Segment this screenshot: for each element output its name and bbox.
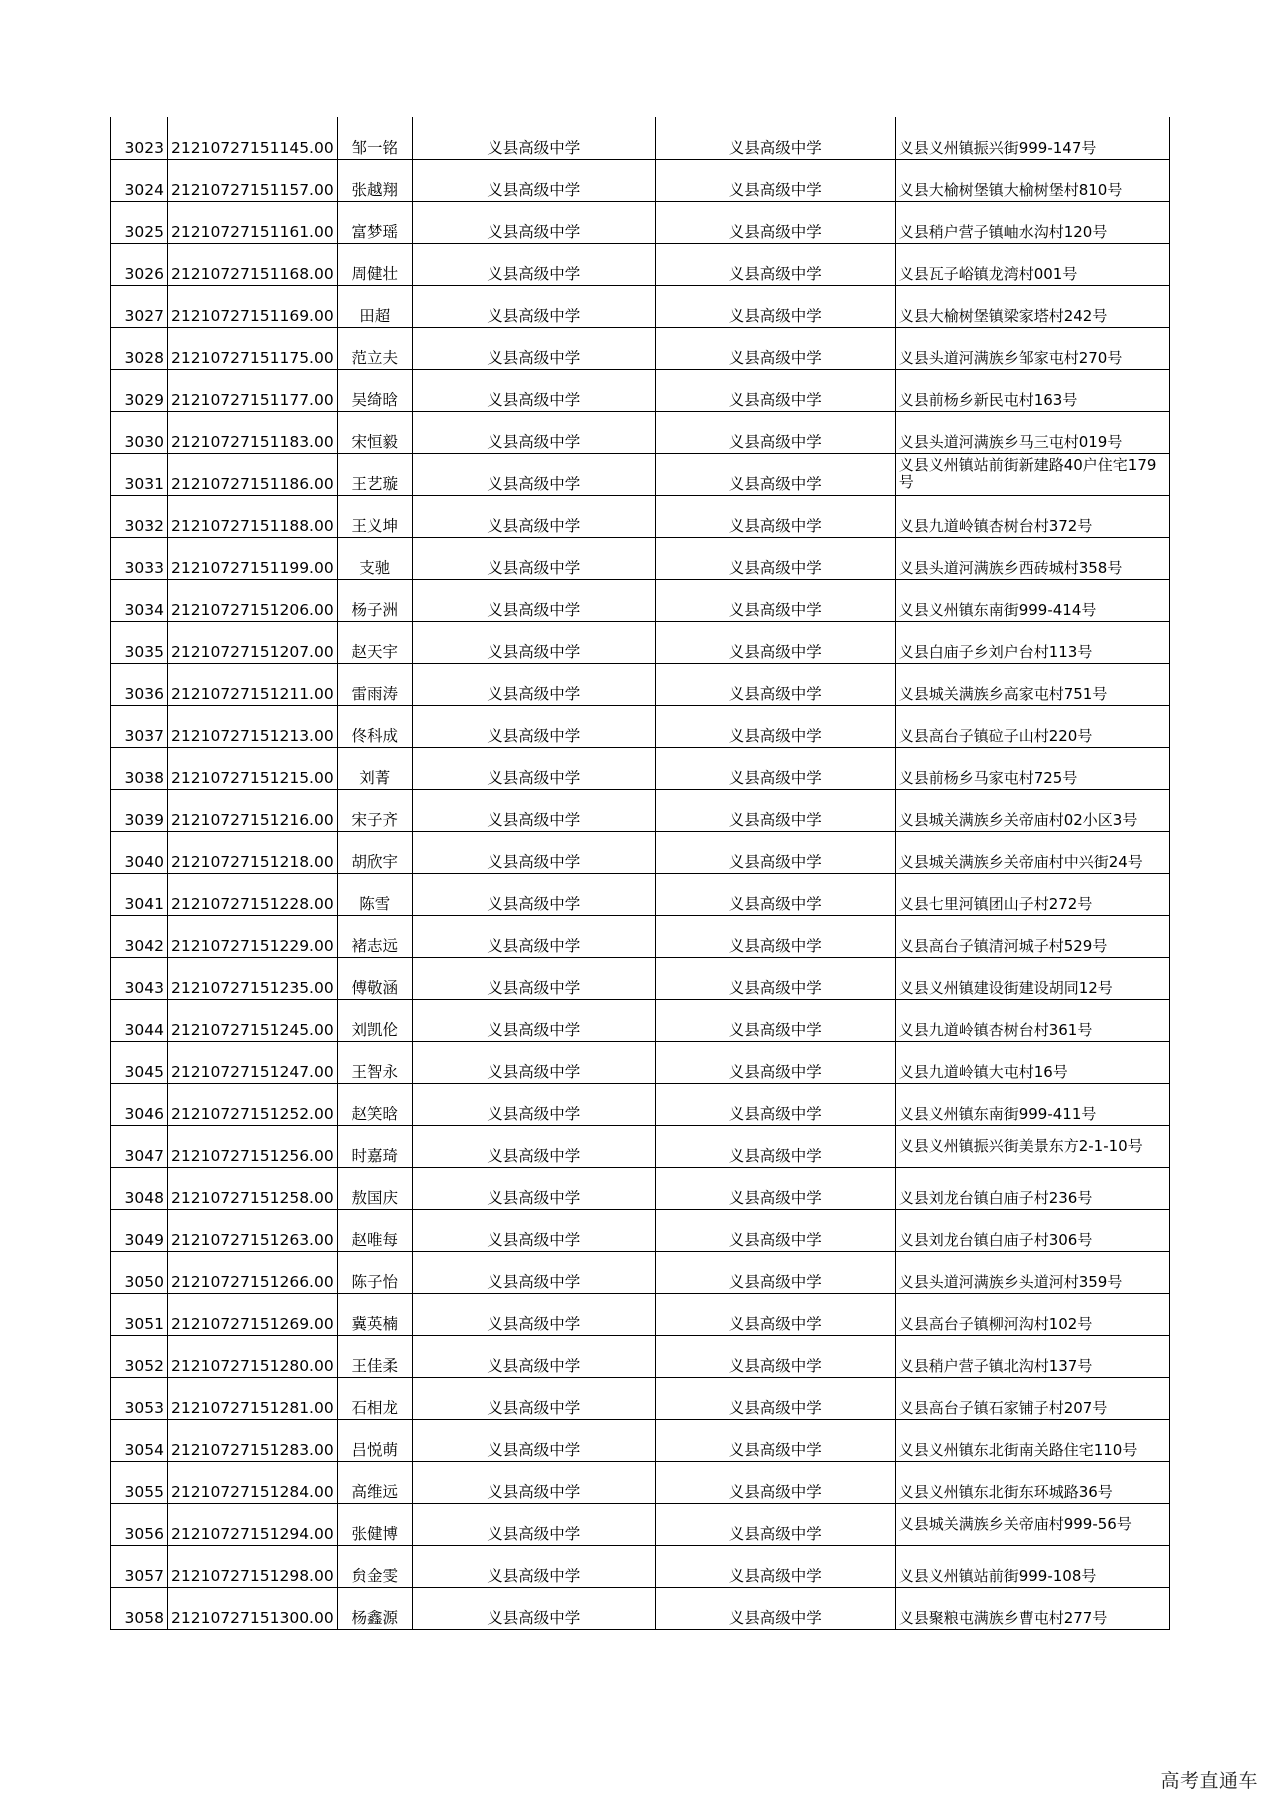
- admitted-school-cell: 义县高级中学: [655, 1125, 895, 1167]
- home-address-cell: 义县义州镇东北街东环城路36号: [895, 1461, 1169, 1503]
- exam-id-cell: 21210727151300.00: [168, 1587, 338, 1629]
- graduating-school-cell: 义县高级中学: [412, 873, 655, 915]
- admitted-school-cell: 义县高级中学: [655, 201, 895, 243]
- table-row: [111, 1419, 1170, 1461]
- exam-id-cell: 21210727151283.00: [168, 1419, 338, 1461]
- admitted-school-cell: 义县高级中学: [655, 1167, 895, 1209]
- row-number-cell: 3042: [111, 915, 168, 957]
- table-row: [111, 915, 1170, 957]
- home-address-cell: 义县城关满族乡关帝庙村999-56号: [895, 1503, 1169, 1545]
- row-number-cell: 3024: [111, 159, 168, 201]
- graduating-school-cell: 义县高级中学: [412, 1209, 655, 1251]
- row-number-cell: 3050: [111, 1251, 168, 1293]
- graduating-school-cell: 义县高级中学: [412, 1503, 655, 1545]
- graduating-school-cell: 义县高级中学: [412, 1293, 655, 1335]
- home-address-cell: 义县聚粮屯满族乡曹屯村277号: [895, 1587, 1169, 1629]
- admitted-school-cell: 义县高级中学: [655, 1293, 895, 1335]
- table-row: [111, 999, 1170, 1041]
- graduating-school-cell: 义县高级中学: [412, 999, 655, 1041]
- student-name-cell: 田超: [337, 285, 412, 327]
- exam-id-cell: 21210727151215.00: [168, 747, 338, 789]
- admitted-school-cell: 义县高级中学: [655, 1419, 895, 1461]
- home-address-cell: 义县九道岭镇杏树台村361号: [895, 999, 1169, 1041]
- admitted-school-cell: 义县高级中学: [655, 621, 895, 663]
- home-address-cell: 义县义州镇振兴街美景东方2-1-10号: [895, 1125, 1169, 1167]
- admitted-school-cell: 义县高级中学: [655, 285, 895, 327]
- row-number-cell: 3046: [111, 1083, 168, 1125]
- exam-id-cell: 21210727151269.00: [168, 1293, 338, 1335]
- home-address-cell: 义县头道河满族乡头道河村359号: [895, 1251, 1169, 1293]
- home-address-cell: 义县义州镇东北街南关路住宅110号: [895, 1419, 1169, 1461]
- student-name-cell: 褚志远: [337, 915, 412, 957]
- graduating-school-cell: 义县高级中学: [412, 1167, 655, 1209]
- exam-id-cell: 21210727151211.00: [168, 663, 338, 705]
- table-row: [111, 1503, 1170, 1545]
- admitted-school-cell: 义县高级中学: [655, 159, 895, 201]
- row-number-cell: 3031: [111, 453, 168, 495]
- admitted-school-cell: 义县高级中学: [655, 579, 895, 621]
- home-address-cell: 义县高台子镇清河城子村529号: [895, 915, 1169, 957]
- table-row: [111, 159, 1170, 201]
- admitted-school-cell: 义县高级中学: [655, 747, 895, 789]
- row-number-cell: 3027: [111, 285, 168, 327]
- home-address-cell: 义县头道河满族乡西砖城村358号: [895, 537, 1169, 579]
- exam-id-cell: 21210727151188.00: [168, 495, 338, 537]
- table-row: [111, 1167, 1170, 1209]
- exam-id-cell: 21210727151294.00: [168, 1503, 338, 1545]
- row-number-cell: 3035: [111, 621, 168, 663]
- student-name-cell: 高维远: [337, 1461, 412, 1503]
- row-number-cell: 3041: [111, 873, 168, 915]
- row-number-cell: 3043: [111, 957, 168, 999]
- exam-id-cell: 21210727151186.00: [168, 453, 338, 495]
- table-body: [111, 117, 1170, 1629]
- graduating-school-cell: 义县高级中学: [412, 453, 655, 495]
- table-row: [111, 1041, 1170, 1083]
- student-name-cell: 王佳柔: [337, 1335, 412, 1377]
- student-name-cell: 王艺璇: [337, 453, 412, 495]
- table-row: [111, 327, 1170, 369]
- student-name-cell: 王智永: [337, 1041, 412, 1083]
- graduating-school-cell: 义县高级中学: [412, 1545, 655, 1587]
- admitted-school-cell: 义县高级中学: [655, 1587, 895, 1629]
- exam-id-cell: 21210727151157.00: [168, 159, 338, 201]
- row-number-cell: 3029: [111, 369, 168, 411]
- graduating-school-cell: 义县高级中学: [412, 579, 655, 621]
- exam-id-cell: 21210727151281.00: [168, 1377, 338, 1419]
- row-number-cell: 3023: [111, 117, 168, 159]
- row-number-cell: 3038: [111, 747, 168, 789]
- exam-id-cell: 21210727151183.00: [168, 411, 338, 453]
- admission-table: [110, 117, 1170, 1630]
- home-address-cell: 义县大榆树堡镇大榆树堡村810号: [895, 159, 1169, 201]
- table-row: [111, 1587, 1170, 1629]
- home-address-cell: 义县稍户营子镇北沟村137号: [895, 1335, 1169, 1377]
- home-address-cell: 义县前杨乡马家屯村725号: [895, 747, 1169, 789]
- exam-id-cell: 21210727151228.00: [168, 873, 338, 915]
- graduating-school-cell: 义县高级中学: [412, 537, 655, 579]
- home-address-cell: 义县稍户营子镇岫水沟村120号: [895, 201, 1169, 243]
- home-address-cell: 义县高台子镇砬子山村220号: [895, 705, 1169, 747]
- row-number-cell: 3025: [111, 201, 168, 243]
- admitted-school-cell: 义县高级中学: [655, 873, 895, 915]
- graduating-school-cell: 义县高级中学: [412, 831, 655, 873]
- row-number-cell: 3057: [111, 1545, 168, 1587]
- exam-id-cell: 21210727151145.00: [168, 117, 338, 159]
- admitted-school-cell: 义县高级中学: [655, 369, 895, 411]
- graduating-school-cell: 义县高级中学: [412, 411, 655, 453]
- graduating-school-cell: 义县高级中学: [412, 1461, 655, 1503]
- exam-id-cell: 21210727151206.00: [168, 579, 338, 621]
- table-row: [111, 873, 1170, 915]
- exam-id-cell: 21210727151161.00: [168, 201, 338, 243]
- student-name-cell: 敖国庆: [337, 1167, 412, 1209]
- exam-id-cell: 21210727151298.00: [168, 1545, 338, 1587]
- table-row: [111, 1293, 1170, 1335]
- home-address-cell: 义县城关满族乡高家屯村751号: [895, 663, 1169, 705]
- admitted-school-cell: 义县高级中学: [655, 453, 895, 495]
- table-row: [111, 369, 1170, 411]
- admitted-school-cell: 义县高级中学: [655, 1083, 895, 1125]
- exam-id-cell: 21210727151218.00: [168, 831, 338, 873]
- admitted-school-cell: 义县高级中学: [655, 1209, 895, 1251]
- graduating-school-cell: 义县高级中学: [412, 1251, 655, 1293]
- exam-id-cell: 21210727151199.00: [168, 537, 338, 579]
- table-row: [111, 705, 1170, 747]
- exam-id-cell: 21210727151284.00: [168, 1461, 338, 1503]
- row-number-cell: 3049: [111, 1209, 168, 1251]
- student-name-cell: 周健壮: [337, 243, 412, 285]
- graduating-school-cell: 义县高级中学: [412, 1419, 655, 1461]
- table-row: [111, 201, 1170, 243]
- admitted-school-cell: 义县高级中学: [655, 1377, 895, 1419]
- graduating-school-cell: 义县高级中学: [412, 159, 655, 201]
- table-row: [111, 789, 1170, 831]
- table-row: [111, 1461, 1170, 1503]
- home-address-cell: 义县头道河满族乡邹家屯村270号: [895, 327, 1169, 369]
- admitted-school-cell: 义县高级中学: [655, 117, 895, 159]
- exam-id-cell: 21210727151252.00: [168, 1083, 338, 1125]
- graduating-school-cell: 义县高级中学: [412, 1125, 655, 1167]
- row-number-cell: 3034: [111, 579, 168, 621]
- home-address-cell: 义县城关满族乡关帝庙村02小区3号: [895, 789, 1169, 831]
- admitted-school-cell: 义县高级中学: [655, 537, 895, 579]
- student-name-cell: 张越翔: [337, 159, 412, 201]
- home-address-cell: 义县义州镇东南街999-414号: [895, 579, 1169, 621]
- home-address-cell: 义县七里河镇团山子村272号: [895, 873, 1169, 915]
- row-number-cell: 3054: [111, 1419, 168, 1461]
- table-row: [111, 453, 1170, 495]
- graduating-school-cell: 义县高级中学: [412, 1041, 655, 1083]
- table-row: [111, 1083, 1170, 1125]
- graduating-school-cell: 义县高级中学: [412, 621, 655, 663]
- graduating-school-cell: 义县高级中学: [412, 915, 655, 957]
- student-name-cell: 宋恒毅: [337, 411, 412, 453]
- admitted-school-cell: 义县高级中学: [655, 663, 895, 705]
- home-address-cell: 义县义州镇站前街999-108号: [895, 1545, 1169, 1587]
- row-number-cell: 3055: [111, 1461, 168, 1503]
- graduating-school-cell: 义县高级中学: [412, 327, 655, 369]
- exam-id-cell: 21210727151177.00: [168, 369, 338, 411]
- row-number-cell: 3030: [111, 411, 168, 453]
- graduating-school-cell: 义县高级中学: [412, 243, 655, 285]
- row-number-cell: 3045: [111, 1041, 168, 1083]
- graduating-school-cell: 义县高级中学: [412, 957, 655, 999]
- exam-id-cell: 21210727151245.00: [168, 999, 338, 1041]
- graduating-school-cell: 义县高级中学: [412, 705, 655, 747]
- table-row: [111, 1377, 1170, 1419]
- row-number-cell: 3028: [111, 327, 168, 369]
- graduating-school-cell: 义县高级中学: [412, 747, 655, 789]
- table-row: [111, 495, 1170, 537]
- student-name-cell: 宋子齐: [337, 789, 412, 831]
- table-row: [111, 579, 1170, 621]
- table-row: [111, 621, 1170, 663]
- student-name-cell: 石相龙: [337, 1377, 412, 1419]
- home-address-cell: 义县前杨乡新民屯村163号: [895, 369, 1169, 411]
- admitted-school-cell: 义县高级中学: [655, 831, 895, 873]
- student-name-cell: 吴绮晗: [337, 369, 412, 411]
- row-number-cell: 3053: [111, 1377, 168, 1419]
- admitted-school-cell: 义县高级中学: [655, 1335, 895, 1377]
- admitted-school-cell: 义县高级中学: [655, 915, 895, 957]
- student-name-cell: 范立夫: [337, 327, 412, 369]
- home-address-cell: 义县高台子镇石家铺子村207号: [895, 1377, 1169, 1419]
- admitted-school-cell: 义县高级中学: [655, 1041, 895, 1083]
- exam-id-cell: 21210727151280.00: [168, 1335, 338, 1377]
- table-row: [111, 285, 1170, 327]
- student-name-cell: 雷雨涛: [337, 663, 412, 705]
- student-name-cell: 邹一铭: [337, 117, 412, 159]
- admitted-school-cell: 义县高级中学: [655, 243, 895, 285]
- admitted-school-cell: 义县高级中学: [655, 1461, 895, 1503]
- admitted-school-cell: 义县高级中学: [655, 1503, 895, 1545]
- exam-id-cell: 21210727151229.00: [168, 915, 338, 957]
- exam-id-cell: 21210727151175.00: [168, 327, 338, 369]
- table-row: [111, 117, 1170, 159]
- row-number-cell: 3058: [111, 1587, 168, 1629]
- student-name-cell: 刘菁: [337, 747, 412, 789]
- student-name-cell: 冀英楠: [337, 1293, 412, 1335]
- exam-id-cell: 21210727151266.00: [168, 1251, 338, 1293]
- home-address-cell: 义县瓦子峪镇龙湾村001号: [895, 243, 1169, 285]
- admitted-school-cell: 义县高级中学: [655, 957, 895, 999]
- graduating-school-cell: 义县高级中学: [412, 495, 655, 537]
- row-number-cell: 3040: [111, 831, 168, 873]
- student-name-cell: 杨子洲: [337, 579, 412, 621]
- student-name-cell: 陈雪: [337, 873, 412, 915]
- student-name-cell: 傅敬涵: [337, 957, 412, 999]
- graduating-school-cell: 义县高级中学: [412, 201, 655, 243]
- admitted-school-cell: 义县高级中学: [655, 1545, 895, 1587]
- home-address-cell: 义县义州镇建设街建设胡同12号: [895, 957, 1169, 999]
- home-address-cell: 义县九道岭镇大屯村16号: [895, 1041, 1169, 1083]
- exam-id-cell: 21210727151256.00: [168, 1125, 338, 1167]
- exam-id-cell: 21210727151263.00: [168, 1209, 338, 1251]
- graduating-school-cell: 义县高级中学: [412, 1377, 655, 1419]
- table-row: [111, 411, 1170, 453]
- home-address-cell: 义县白庙子乡刘户台村113号: [895, 621, 1169, 663]
- row-number-cell: 3037: [111, 705, 168, 747]
- row-number-cell: 3044: [111, 999, 168, 1041]
- home-address-cell: 义县刘龙台镇白庙子村306号: [895, 1209, 1169, 1251]
- student-name-cell: 刘凯伦: [337, 999, 412, 1041]
- home-address-cell: 义县刘龙台镇白庙子村236号: [895, 1167, 1169, 1209]
- home-address-cell: 义县头道河满族乡马三屯村019号: [895, 411, 1169, 453]
- home-address-cell: 义县高台子镇柳河沟村102号: [895, 1293, 1169, 1335]
- home-address-cell: 义县城关满族乡关帝庙村中兴街24号: [895, 831, 1169, 873]
- student-name-cell: 张健博: [337, 1503, 412, 1545]
- row-number-cell: 3051: [111, 1293, 168, 1335]
- row-number-cell: 3032: [111, 495, 168, 537]
- admitted-school-cell: 义县高级中学: [655, 1251, 895, 1293]
- graduating-school-cell: 义县高级中学: [412, 117, 655, 159]
- exam-id-cell: 21210727151213.00: [168, 705, 338, 747]
- student-name-cell: 富梦瑶: [337, 201, 412, 243]
- table-row: [111, 243, 1170, 285]
- table-row: [111, 957, 1170, 999]
- student-name-cell: 支驰: [337, 537, 412, 579]
- student-name-cell: 贠金雯: [337, 1545, 412, 1587]
- table-row: [111, 1335, 1170, 1377]
- table-row: [111, 1125, 1170, 1167]
- table-row: [111, 1545, 1170, 1587]
- table-row: [111, 831, 1170, 873]
- graduating-school-cell: 义县高级中学: [412, 369, 655, 411]
- row-number-cell: 3047: [111, 1125, 168, 1167]
- watermark: 高考直通车: [1160, 1770, 1258, 1792]
- exam-id-cell: 21210727151169.00: [168, 285, 338, 327]
- home-address-cell: 义县大榆树堡镇梁家塔村242号: [895, 285, 1169, 327]
- student-name-cell: 杨鑫源: [337, 1587, 412, 1629]
- student-name-cell: 赵笑晗: [337, 1083, 412, 1125]
- home-address-cell: 义县义州镇振兴街999-147号: [895, 117, 1169, 159]
- row-number-cell: 3026: [111, 243, 168, 285]
- admitted-school-cell: 义县高级中学: [655, 327, 895, 369]
- exam-id-cell: 21210727151168.00: [168, 243, 338, 285]
- row-number-cell: 3048: [111, 1167, 168, 1209]
- row-number-cell: 3039: [111, 789, 168, 831]
- home-address-cell: 义县义州镇站前街新建路40户住宅179号: [895, 453, 1169, 495]
- exam-id-cell: 21210727151258.00: [168, 1167, 338, 1209]
- admitted-school-cell: 义县高级中学: [655, 999, 895, 1041]
- exam-id-cell: 21210727151216.00: [168, 789, 338, 831]
- graduating-school-cell: 义县高级中学: [412, 285, 655, 327]
- graduating-school-cell: 义县高级中学: [412, 789, 655, 831]
- graduating-school-cell: 义县高级中学: [412, 1083, 655, 1125]
- table-row: [111, 1209, 1170, 1251]
- student-name-cell: 赵天宇: [337, 621, 412, 663]
- admitted-school-cell: 义县高级中学: [655, 705, 895, 747]
- student-name-cell: 时嘉琦: [337, 1125, 412, 1167]
- exam-id-cell: 21210727151247.00: [168, 1041, 338, 1083]
- table-row: [111, 747, 1170, 789]
- exam-id-cell: 21210727151207.00: [168, 621, 338, 663]
- student-name-cell: 吕悦萌: [337, 1419, 412, 1461]
- student-name-cell: 赵唯每: [337, 1209, 412, 1251]
- row-number-cell: 3056: [111, 1503, 168, 1545]
- home-address-cell: 义县九道岭镇杏树台村372号: [895, 495, 1169, 537]
- graduating-school-cell: 义县高级中学: [412, 1587, 655, 1629]
- row-number-cell: 3036: [111, 663, 168, 705]
- student-name-cell: 佟科成: [337, 705, 412, 747]
- row-number-cell: 3052: [111, 1335, 168, 1377]
- exam-id-cell: 21210727151235.00: [168, 957, 338, 999]
- table-row: [111, 1251, 1170, 1293]
- table-row: [111, 663, 1170, 705]
- student-name-cell: 胡欣宇: [337, 831, 412, 873]
- row-number-cell: 3033: [111, 537, 168, 579]
- graduating-school-cell: 义县高级中学: [412, 1335, 655, 1377]
- student-name-cell: 陈子怡: [337, 1251, 412, 1293]
- student-name-cell: 王义坤: [337, 495, 412, 537]
- admitted-school-cell: 义县高级中学: [655, 411, 895, 453]
- home-address-cell: 义县义州镇东南街999-411号: [895, 1083, 1169, 1125]
- admitted-school-cell: 义县高级中学: [655, 495, 895, 537]
- admitted-school-cell: 义县高级中学: [655, 789, 895, 831]
- table-row: [111, 537, 1170, 579]
- graduating-school-cell: 义县高级中学: [412, 663, 655, 705]
